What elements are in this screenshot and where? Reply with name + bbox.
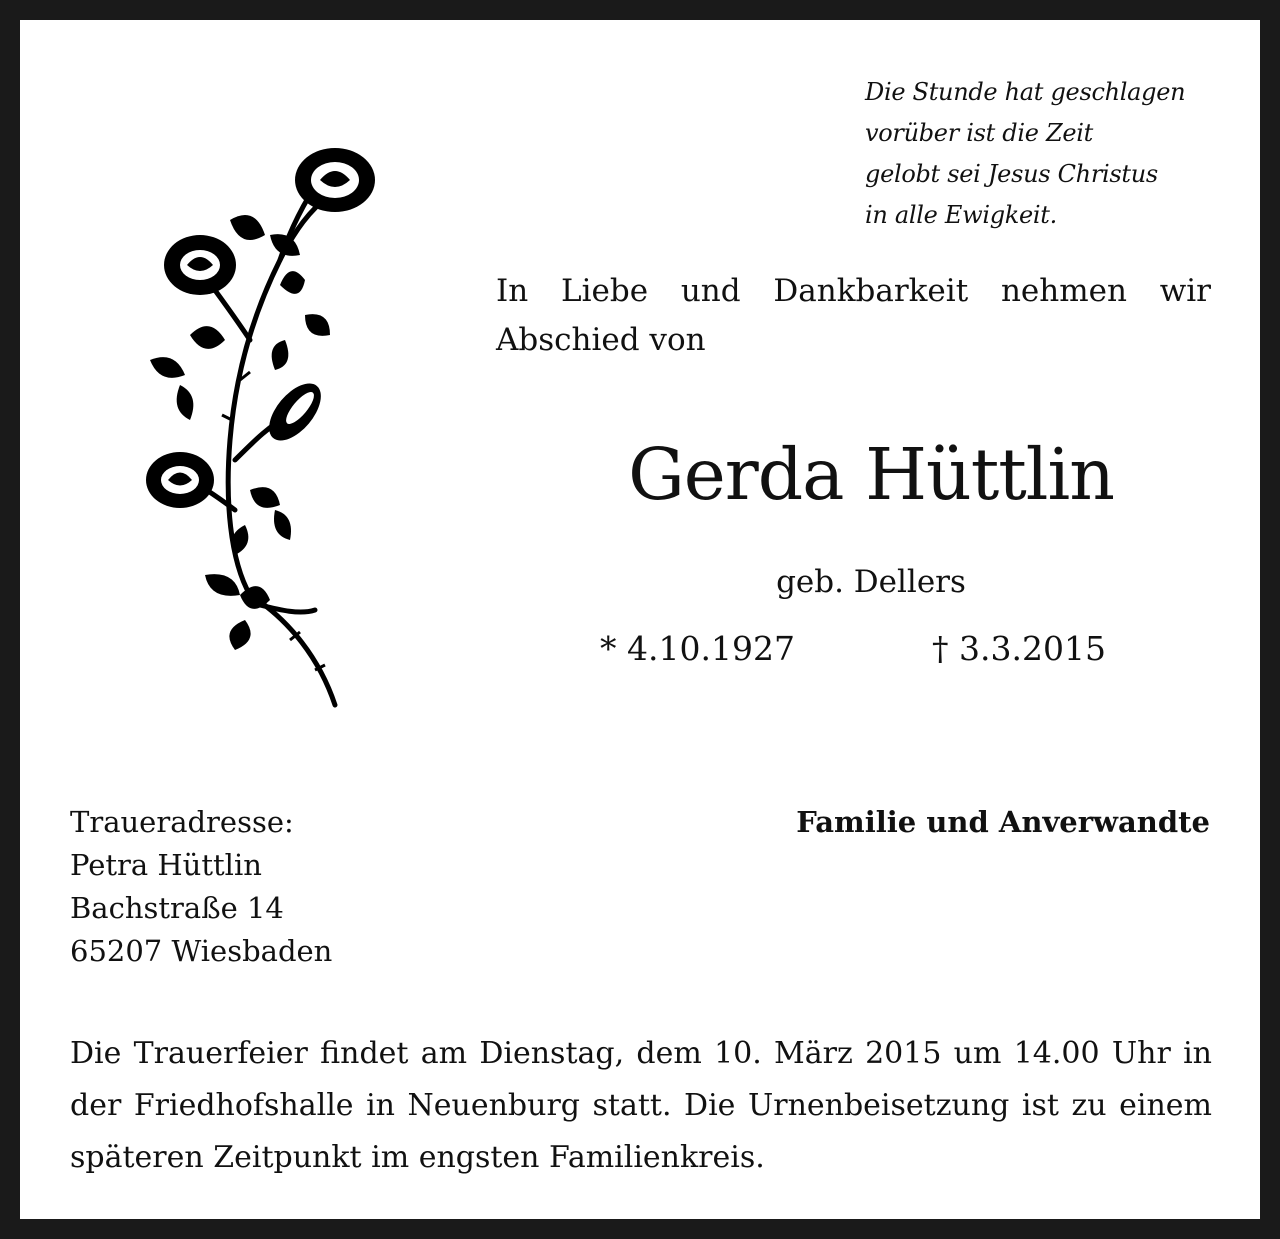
- verse-line: Die Stunde hat geschlagen: [865, 78, 1186, 106]
- intro-text: [496, 267, 1211, 365]
- intro-line-2: Abschied von: [496, 322, 706, 358]
- deceased-name: Gerda Hüttlin: [628, 433, 1114, 516]
- mourning-address: [70, 801, 470, 973]
- verse: [865, 72, 1235, 236]
- birth-name: geb. Dellers: [776, 564, 966, 600]
- death-date: † 3.3.2015: [932, 629, 1106, 668]
- verse-line: in alle Ewigkeit.: [865, 201, 1057, 229]
- address-city: 65207 Wiesbaden: [70, 934, 333, 968]
- address-name: Petra Hüttlin: [70, 848, 262, 882]
- verse-line: gelobt sei Jesus Christus: [865, 160, 1158, 188]
- intro-line-1: In Liebe und Dankbarkeit nehmen wir: [496, 273, 1211, 309]
- ceremony-text: Die Trauerfeier findet am Dienstag, dem 10. März 2015 um 14.00 Uhr in der Friedhofshalle in Neuenburg statt. Die Urnenbeisetzung ist zu einem späteren Zeitpunkt im engsten Familienkreis.: [70, 1036, 1212, 1175]
- signature: Familie und Anverwandte: [796, 805, 1210, 839]
- verse-line: vorüber ist die Zeit: [865, 119, 1093, 147]
- address-street: Bachstraße 14: [70, 891, 284, 925]
- birth-date: * 4.10.1927: [600, 629, 795, 668]
- rose-branch-icon: [130, 140, 390, 710]
- address-label: Traueradresse:: [70, 805, 294, 839]
